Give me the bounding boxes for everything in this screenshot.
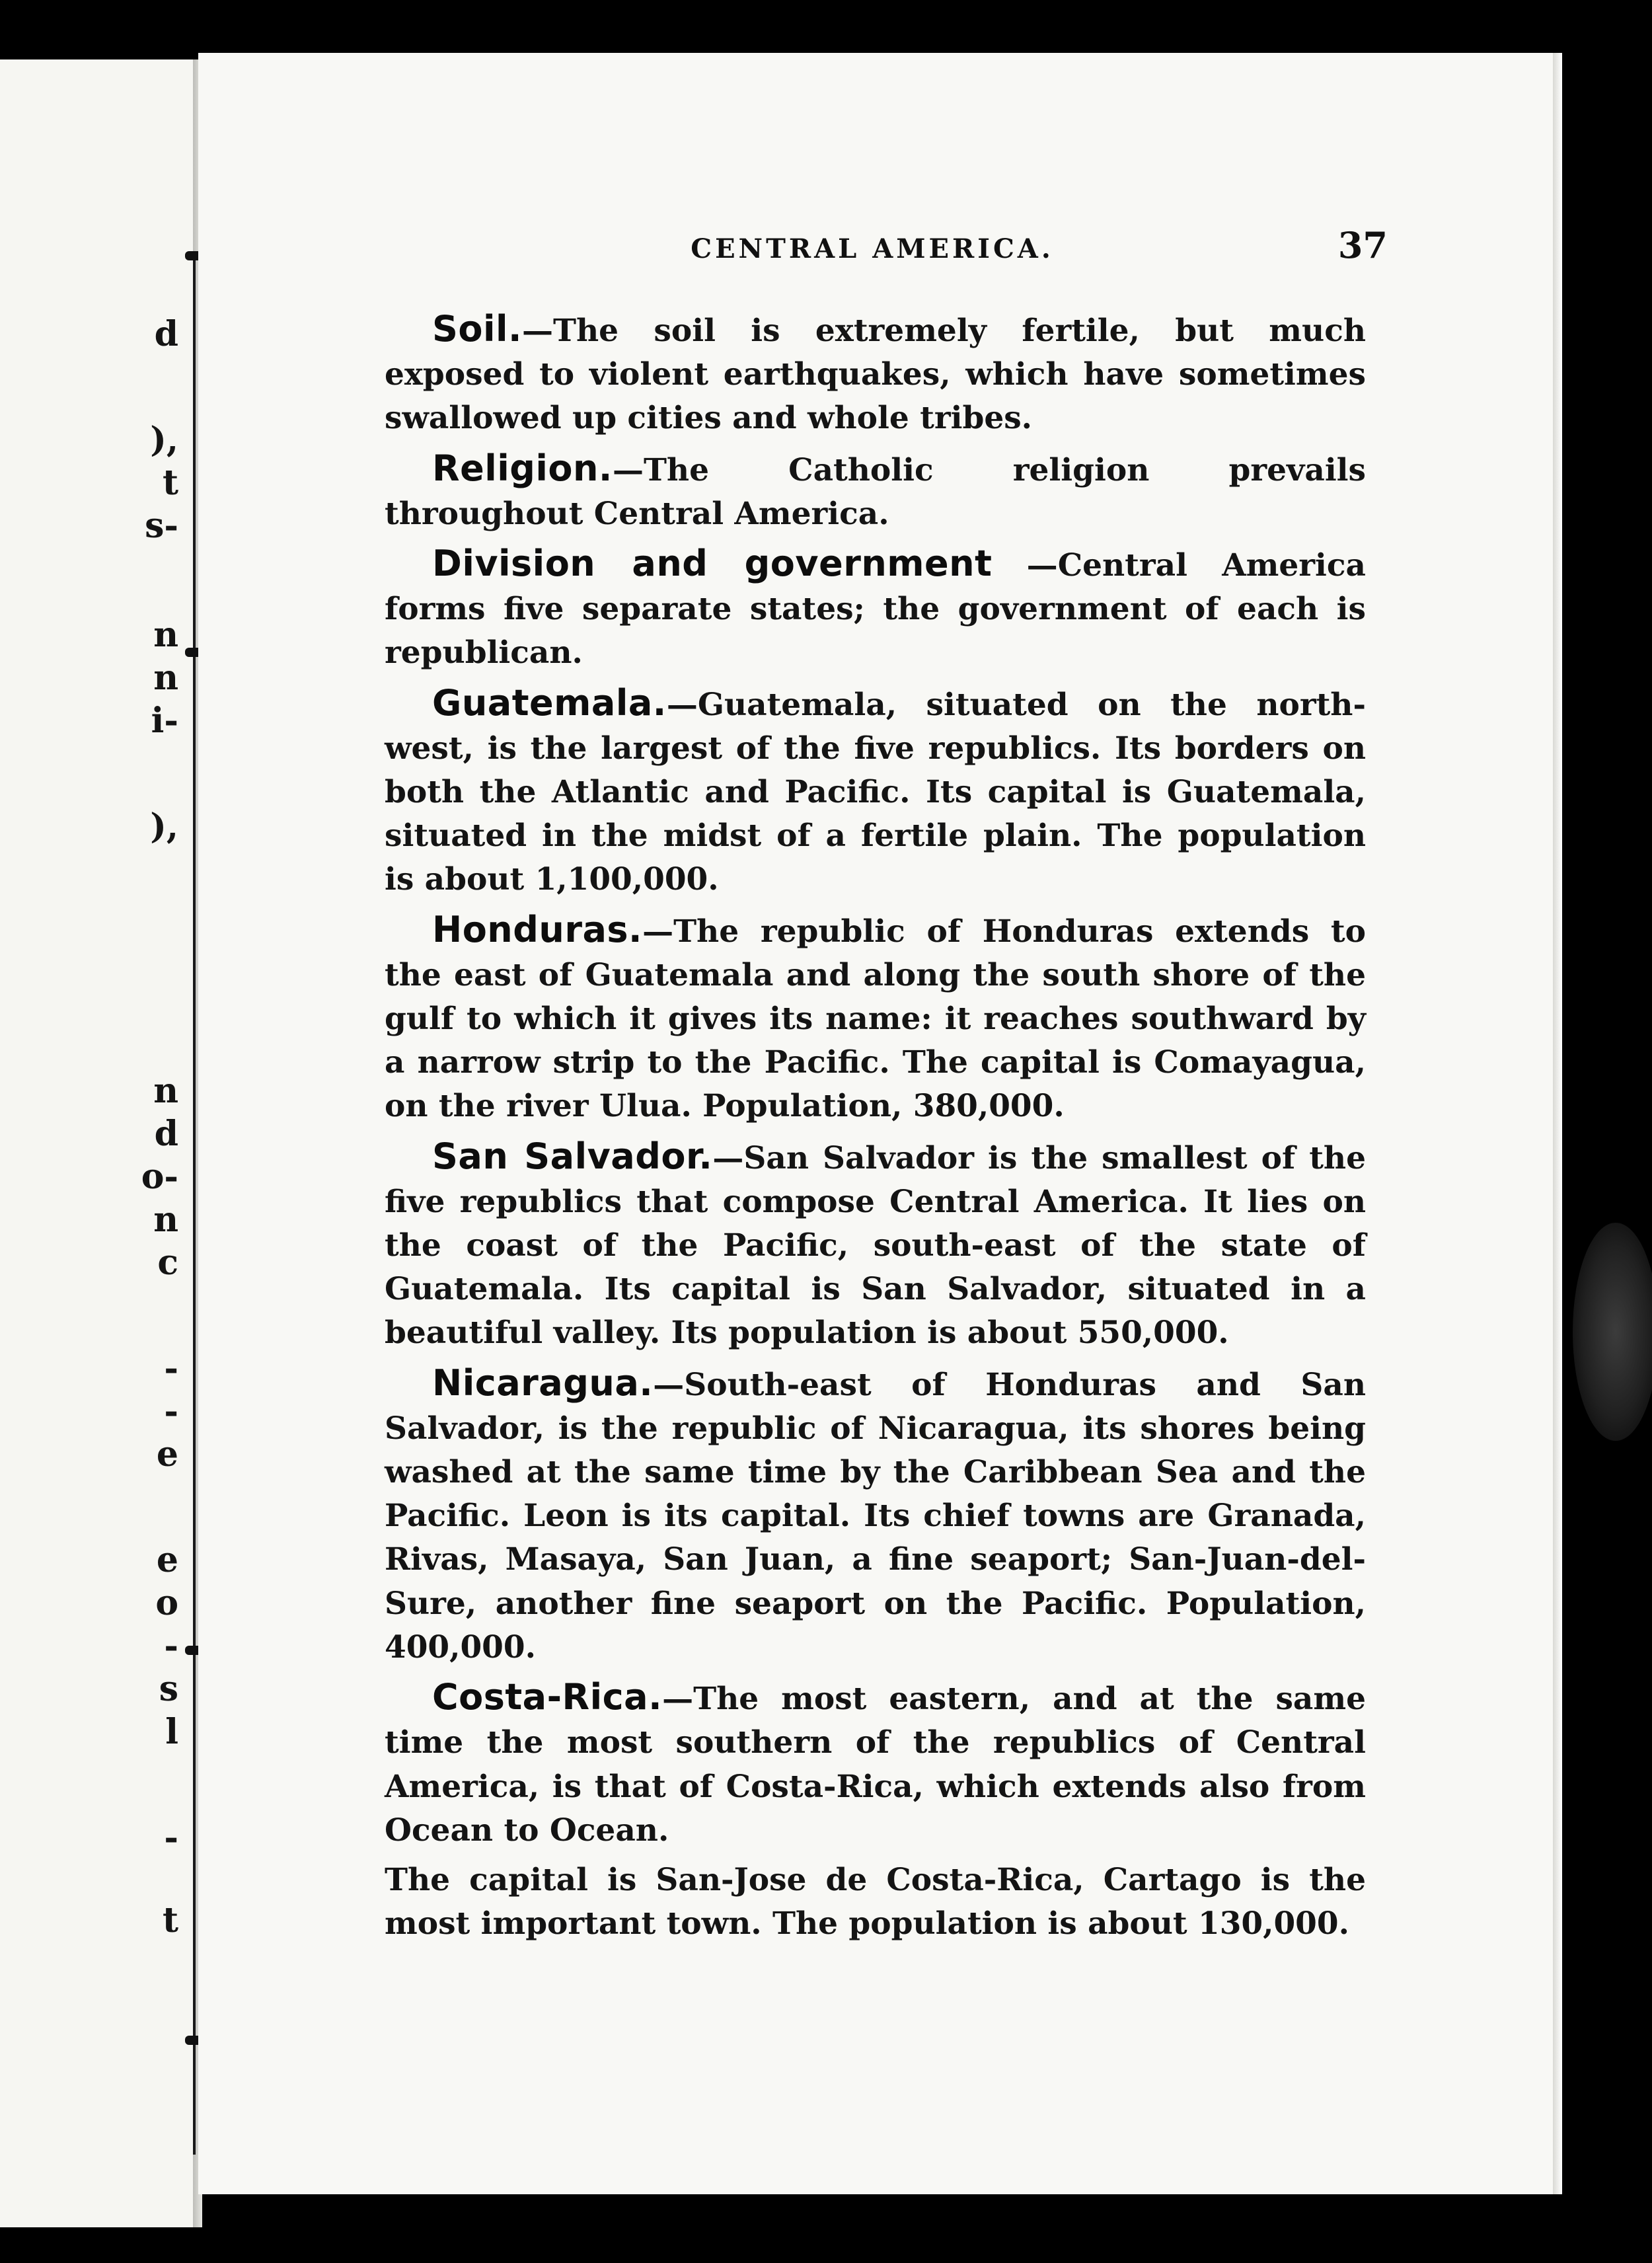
fragment: t xyxy=(162,1900,178,1940)
fragment: ), xyxy=(150,420,178,460)
fragment: e xyxy=(156,1434,178,1475)
paragraph-san-salvador: San Salvador.—San Salvador is the smallest of the five republics that compose Central America. It lies on the coast of the Pacific, south-east of the state of Guatemala. Its capital is San Salvador, situated in a beautiful valley. Its population is about 550,000. xyxy=(385,1135,1366,1352)
paragraph-costa-rica: Costa-Rica.—The most eastern, and at the same time the most southern of the republics of Central America, is that of Costa-Rica, which extends also from Ocean to Ocean. xyxy=(385,1676,1366,1849)
section-heading: Nicaragua. xyxy=(432,1362,654,1404)
fragment: c xyxy=(157,1243,178,1283)
paragraph-nicaragua: Nicaragua.—South-east of Honduras and San Salvador, is the republic of Nicaragua, its shores being washed at the same time by the Caribbean Sea and the Pacific. Leon is its capital. Its chief towns are Granada, Rivas, Masaya, San Juan, a fine seaport; San-Juan-del-Sure, another fine seaport on the Pacific. Population, 400,000. xyxy=(385,1362,1366,1666)
section-heading: Honduras. xyxy=(432,908,643,950)
scan-artifact xyxy=(1573,1223,1652,1441)
paragraph-text: The soil is extremely fertile, but much exposed to violent earthquakes, which have sometimes swallowed up cities and whole tribes. xyxy=(385,313,1366,437)
paragraph-text: Central America forms five separate states; the government of each is republican. xyxy=(385,547,1366,671)
fragment: t xyxy=(162,463,178,503)
fragment: n xyxy=(153,615,178,655)
fragment: s- xyxy=(145,506,178,546)
fragment: d xyxy=(154,314,178,354)
page-body xyxy=(385,307,1366,1952)
section-heading: Division and government xyxy=(432,543,993,585)
fragment: ), xyxy=(150,806,178,847)
paragraph-text: San Salvador is the smallest of the five republics that compose Central America. It lies on the coast of the Pacific, south-east of the state of Guatemala. Its capital is San Salvador, situated in a beautiful valley. Its population is about 550,000. xyxy=(385,1139,1366,1352)
page-number: 37 xyxy=(1337,224,1388,266)
fragment: - xyxy=(164,1391,178,1432)
paragraph-guatemala: Guatemala.—Guatemala, situated on the north-west, is the largest of the five republics. Its borders on both the Atlantic and Pacific. Its capital is Guatemala, situated in the midst of a fertile plain. The population is about 1,100,000. xyxy=(385,681,1366,898)
running-title: CENTRAL AMERICA. xyxy=(691,233,1054,264)
page-edge xyxy=(1553,53,1562,2194)
fragment: o- xyxy=(141,1157,178,1197)
facing-page-text-fragments xyxy=(0,0,193,2263)
paragraph-honduras: Honduras.—The republic of Honduras extends to the east of Guatemala and along the south shore of the gulf to which it gives its name: it reaches southward by a narrow strip to the Pacific. The capital is Comayagua, on the river Ulua. Population, 380,000. xyxy=(385,908,1366,1125)
paragraph-text: The Catholic religion prevails throughout Central America. xyxy=(385,451,1366,532)
paragraph-text: South-east of Honduras and San Salvador, is the republic of Nicaragua, its shores being washed at the same time by the Caribbean Sea and the Pacific. Leon is its capital. Its chief towns are Granada, Rivas, Masaya, San Juan, a fine seaport; San-Juan-del-Sure, another fine seaport on the Pacific. Population, 400,000. xyxy=(385,1366,1366,1666)
fragment: o xyxy=(155,1583,178,1623)
section-heading: Religion. xyxy=(432,447,613,489)
fragment: l xyxy=(165,1712,178,1752)
paragraph-text: Guatemala, situated on the north-west, is the largest of the five republics. Its borders on both the Atlantic and Pacific. Its capital is Guatemala, situated in the midst of a fertile plain. The population is about 1,100,000. xyxy=(385,686,1366,898)
fragment: n xyxy=(153,1200,178,1240)
paragraph-text: The republic of Honduras extends to the east of Guatemala and along the south shore of the gulf to which it gives its name: it reaches southward by a narrow strip to the Pacific. The capital is Comayagua, on the river Ulua. Population, 380,000. xyxy=(385,913,1366,1125)
fragment: d xyxy=(154,1114,178,1154)
fragment: - xyxy=(164,1626,178,1666)
paragraph-closing: The capital is San-Jose de Costa-Rica, Cartago is the most important town. The population is about 130,000. xyxy=(385,1861,1366,1942)
fragment: n xyxy=(153,1071,178,1111)
section-heading: San Salvador. xyxy=(432,1135,713,1177)
paragraph-religion: Religion.—The Catholic religion prevails throughout Central America. xyxy=(385,447,1366,532)
section-heading: Soil. xyxy=(432,308,523,350)
section-heading: Guatemala. xyxy=(432,681,667,724)
running-header xyxy=(383,224,1388,274)
fragment: i- xyxy=(151,701,178,741)
paragraph-division: Division and government —Central America forms five separate states; the government of each is republican. xyxy=(385,543,1366,671)
paragraph-text: The most eastern, and at the same time the most southern of the republics of Central America, is that of Costa-Rica, which extends also from Ocean to Ocean. xyxy=(385,1681,1366,1849)
fragment: n xyxy=(153,658,178,698)
fragment: - xyxy=(164,1348,178,1389)
binding-thread xyxy=(193,251,196,2155)
fragment: s xyxy=(159,1669,178,1709)
fragment: e xyxy=(156,1540,178,1580)
fragment: - xyxy=(164,1818,178,1858)
paragraph-soil: Soil.—The soil is extremely fertile, but much exposed to violent earthquakes, which have sometimes swallowed up cities and whole tribes. xyxy=(385,308,1366,437)
section-heading: Costa-Rica. xyxy=(432,1676,663,1718)
